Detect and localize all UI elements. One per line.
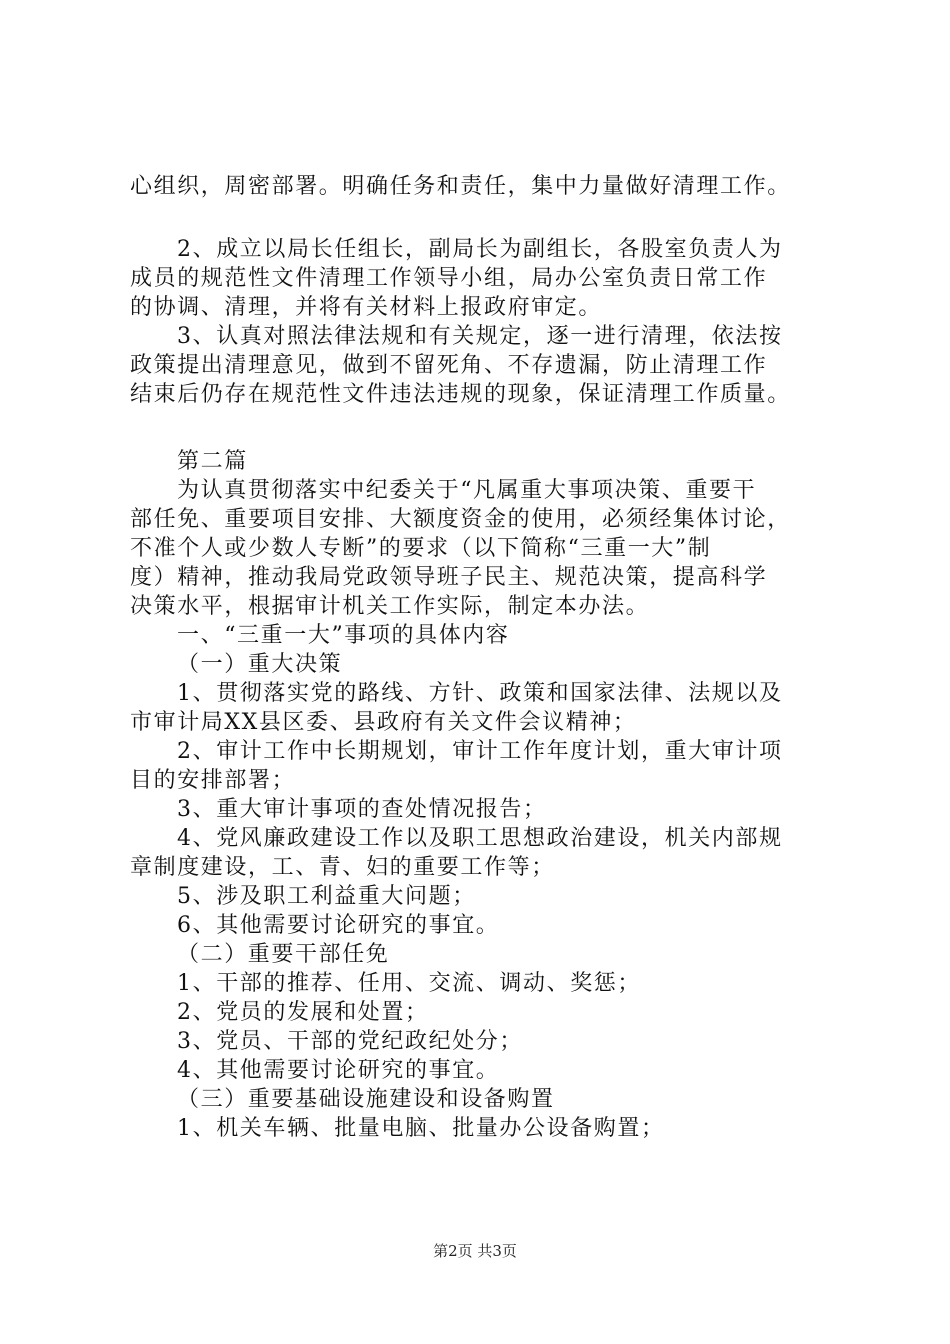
text-line: 1、干部的推荐、任用、交流、调动、奖惩；	[177, 971, 641, 996]
text-line: 成员的规范性文件清理工作领导小组，局办公室负责日常工作	[130, 266, 768, 291]
text-line: 3、党员、干部的党纪政纪处分；	[177, 1029, 523, 1054]
text-line: 政策提出清理意见，做到不留死角、不存遗漏，防止清理工作	[130, 353, 768, 378]
text-line: 市审计局XX县区委、县政府有关文件会议精神；	[130, 710, 637, 735]
text-line: 结束后仍存在规范性文件违法违规的现象，保证清理工作质量。	[130, 382, 791, 407]
text-line: （二）重要干部任免	[177, 942, 390, 967]
text-line: 2、党员的发展和处置；	[177, 1000, 429, 1025]
text-line: 一、“三重一大”事项的具体内容	[177, 623, 510, 648]
text-line: 心组织，周密部署。明确任务和责任，集中力量做好清理工作。	[130, 174, 791, 199]
text-line: 5、涉及职工利益重大问题；	[177, 884, 476, 909]
text-line: 不准个人或少数人专断”的要求（以下简称“三重一大”制	[130, 536, 712, 561]
text-line: 1、机关车辆、批量电脑、批量办公设备购置；	[177, 1116, 665, 1141]
text-line: 为认真贯彻落实中纪委关于“凡属重大事项决策、重要干	[177, 478, 757, 503]
text-line: （一）重大决策	[177, 652, 343, 677]
text-line: 4、党风廉政建设工作以及职工思想政治建设，机关内部规	[177, 826, 783, 851]
text-line: 2、审计工作中长期规划，审计工作年度计划，重大审计项	[177, 739, 783, 764]
text-line: 2、成立以局长任组长，副局长为副组长，各股室负责人为	[177, 237, 783, 262]
text-line: 3、认真对照法律法规和有关规定，逐一进行清理，依法按	[177, 324, 783, 349]
page-footer: 第2页 共3页	[433, 1242, 517, 1260]
text-line: 部任免、重要项目安排、大额度资金的使用，必须经集体讨论，	[130, 507, 791, 532]
text-line: 度）精神，推动我局党政领导班子民主、规范决策，提高科学	[130, 565, 768, 590]
text-line: 6、其他需要讨论研究的事宜。	[177, 913, 500, 938]
section-heading: 第二篇	[177, 449, 248, 474]
text-line: 目的安排部署；	[130, 768, 296, 793]
document-body	[130, 172, 832, 1143]
text-line: 的协调、清理，并将有关材料上报政府审定。	[130, 295, 603, 320]
text-line: 决策水平，根据审计机关工作实际，制定本办法。	[130, 594, 650, 619]
text-line: 3、重大审计事项的查处情况报告；	[177, 797, 547, 822]
paragraph-gap	[130, 201, 832, 235]
paragraph-gap	[130, 409, 832, 447]
text-line: 4、其他需要讨论研究的事宜。	[177, 1058, 500, 1083]
text-line: （三）重要基础设施建设和设备购置	[177, 1087, 555, 1112]
text-line: 1、贯彻落实党的路线、方针、政策和国家法律、法规以及	[177, 681, 783, 706]
text-line: 章制度建设，工、青、妇的重要工作等；	[130, 855, 555, 880]
